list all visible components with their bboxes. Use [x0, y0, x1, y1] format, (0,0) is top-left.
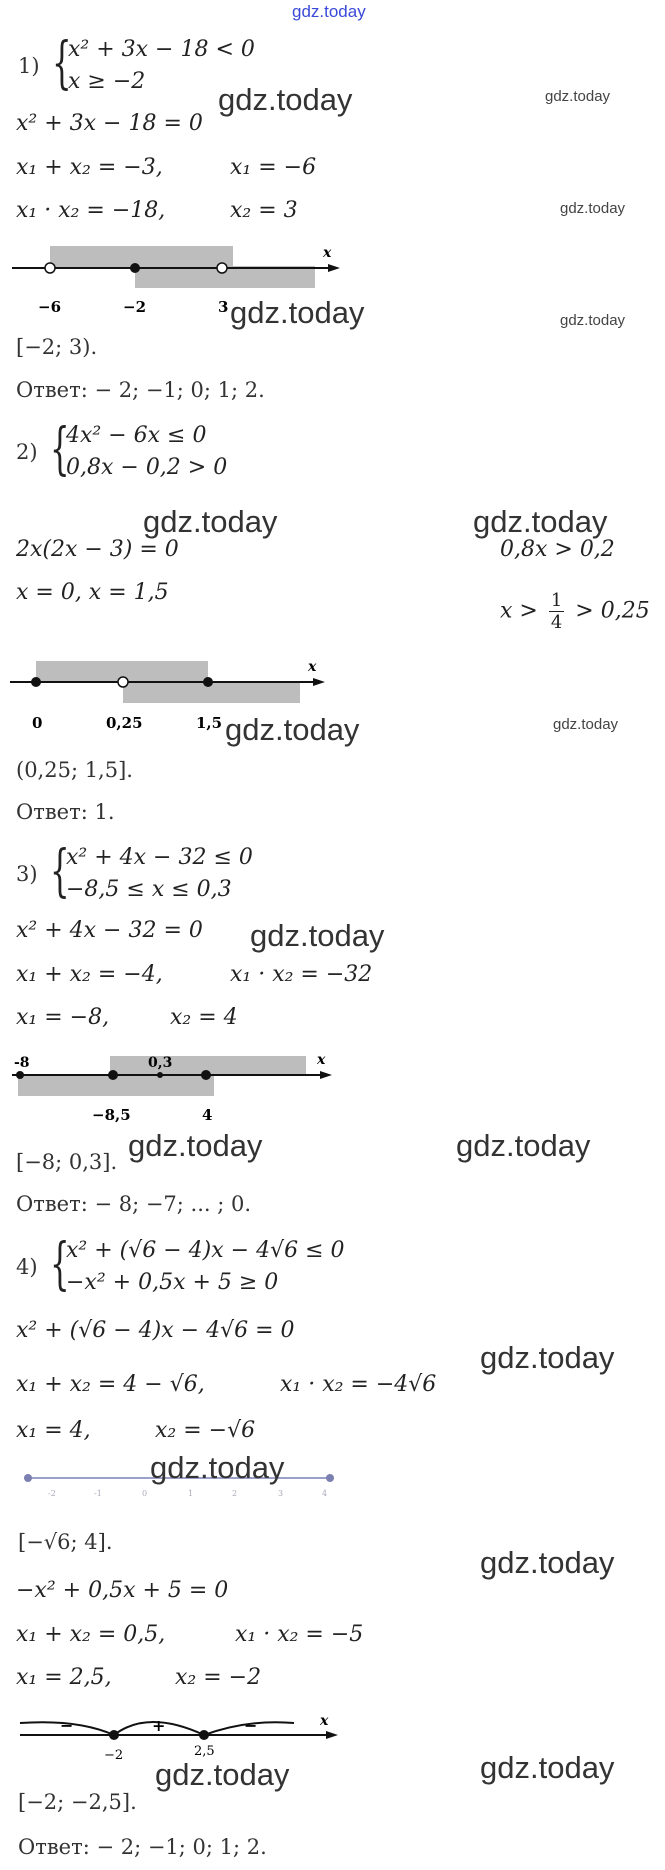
equation: x² + (√6 − 4)x − 4√6 = 0 — [16, 1318, 295, 1343]
tick-label: 0,25 — [106, 714, 143, 732]
tick-label: −8,5 — [92, 1106, 131, 1124]
system-line-2: 0,8x − 0,2 > 0 — [66, 455, 228, 480]
problem-4-number: 4) — [16, 1255, 38, 1279]
interval-1: [−√6; 4]. — [18, 1530, 113, 1554]
sign-chart — [18, 1705, 338, 1765]
root-3: x₁ = 2,5, — [16, 1665, 112, 1690]
watermark: gdz.today — [230, 295, 365, 330]
system-line-2: x ≥ −2 — [68, 69, 146, 94]
watermark: gdz.today — [155, 1757, 290, 1792]
watermark: gdz.today — [545, 88, 611, 105]
root-2: x₂ = 4 — [170, 1005, 238, 1030]
tick-label: -8 — [14, 1055, 30, 1071]
watermark: gdz.today — [250, 918, 385, 953]
vieta-sum-2: x₁ + x₂ = 0,5, — [16, 1622, 166, 1647]
equation: 2x(2x − 3) = 0 — [16, 537, 179, 562]
problem-3-system: { x² + 4x − 32 ≤ 0 −8,5 ≤ x ≤ 0,3 — [50, 839, 253, 904]
equation-2: −x² + 0,5x + 5 = 0 — [16, 1578, 229, 1603]
watermark: gdz.today — [218, 82, 353, 117]
axis-var: x — [308, 659, 317, 675]
point-open — [217, 263, 227, 273]
watermark: gdz.today — [225, 712, 360, 747]
vieta-product-2: x₁ · x₂ = −5 — [235, 1622, 364, 1647]
sign: − — [244, 1716, 258, 1735]
axis-var: x — [323, 245, 332, 261]
watermark: gdz.today — [560, 312, 626, 329]
problem-4-system: { x² + (√6 − 4)x − 4√6 ≤ 0 −x² + 0,5x + 5 ≥ 0 — [50, 1232, 345, 1297]
watermark: gdz.today — [143, 504, 278, 539]
tick-label: −2 — [123, 298, 147, 316]
tick-label: 1,5 — [196, 714, 223, 732]
watermark: gdz.today — [480, 1545, 615, 1580]
side-inequality-2: x > $\frac{1}{4}$ > 0,25 — [500, 590, 650, 633]
answer: Ответ: − 2; −1; 0; 1; 2. — [16, 378, 265, 402]
axis-var: x — [320, 1713, 329, 1729]
svg-text:3: 3 — [278, 1489, 284, 1498]
svg-text:0: 0 — [142, 1489, 148, 1498]
vieta-sum: x₁ + x₂ = 4 − √6, — [16, 1372, 205, 1397]
answer: Ответ: − 2; −1; 0; 1; 2. — [18, 1835, 267, 1859]
number-line-3 — [10, 1052, 340, 1137]
answer: Ответ: − 8; −7; ... ; 0. — [16, 1192, 252, 1216]
sign: − — [60, 1716, 74, 1735]
system-line-2: −8,5 ≤ x ≤ 0,3 — [66, 877, 232, 902]
root-4: x₂ = −2 — [175, 1665, 262, 1690]
vieta-product: x₁ · x₂ = −32 — [230, 962, 373, 987]
tick-label: 2,5 — [194, 1744, 215, 1759]
tick-label: −6 — [38, 298, 62, 316]
svg-text:1: 1 — [188, 1489, 194, 1498]
watermark: gdz.today — [480, 1340, 615, 1375]
system-line-2: −x² + 0,5x + 5 ≥ 0 — [66, 1270, 279, 1295]
tick-label: −2 — [104, 1748, 124, 1763]
system-line-1: x² + (√6 − 4)x − 4√6 ≤ 0 — [66, 1238, 345, 1263]
interval: [−8; 0,3]. — [16, 1150, 118, 1174]
watermark: gdz.today — [560, 200, 626, 217]
root-1: x₁ = −8, — [16, 1005, 110, 1030]
tick-label: 4 — [202, 1106, 213, 1124]
problem-2-system: { 4x² − 6x ≤ 0 0,8x − 0,2 > 0 — [50, 417, 228, 482]
svg-text:-2: -2 — [48, 1489, 56, 1498]
point-filled — [130, 263, 140, 273]
root-2: x₂ = 3 — [230, 198, 298, 223]
shade-top — [50, 246, 233, 268]
svg-text:4: 4 — [322, 1489, 328, 1498]
interval: (0,25; 1,5]. — [16, 758, 133, 782]
watermark: gdz.today — [473, 504, 608, 539]
sign: + — [152, 1716, 166, 1735]
problem-1-system: { x² + 3x − 18 < 0 x ≥ −2 — [52, 31, 255, 96]
watermark: gdz.today — [553, 716, 619, 733]
system-line-1: 4x² − 6x ≤ 0 — [66, 423, 207, 448]
vieta-product: x₁ · x₂ = −4√6 — [280, 1372, 437, 1397]
tick-label: 0,3 — [148, 1055, 173, 1071]
vieta-product: x₁ · x₂ = −18, — [16, 198, 166, 223]
interval-2: [−2; −2,5]. — [18, 1790, 137, 1814]
root-1: x₁ = 4, — [16, 1418, 91, 1443]
side-inequality: 0,8x > 0,2 — [500, 537, 615, 562]
root-2: x₂ = −√6 — [155, 1418, 256, 1443]
system-line-1: x² + 3x − 18 < 0 — [68, 37, 255, 62]
watermark: gdz.today — [480, 1750, 615, 1785]
svg-text:2: 2 — [232, 1489, 238, 1498]
interval: [−2; 3). — [16, 335, 98, 359]
axis-var: x — [317, 1052, 326, 1068]
roots: x = 0, x = 1,5 — [16, 580, 169, 605]
equation: x² + 4x − 32 = 0 — [16, 918, 203, 943]
root-1: x₁ = −6 — [230, 155, 317, 180]
svg-text:-1: -1 — [94, 1489, 102, 1498]
vieta-sum: x₁ + x₂ = −3, — [16, 155, 163, 180]
watermark: gdz.today — [456, 1128, 591, 1163]
system-line-1: x² + 4x − 32 ≤ 0 — [66, 845, 253, 870]
vieta-sum: x₁ + x₂ = −4, — [16, 962, 163, 987]
watermark: gdz.today — [128, 1128, 263, 1163]
tick-label: 0 — [32, 714, 43, 732]
tick-label: 3 — [218, 298, 229, 316]
point-open — [45, 263, 55, 273]
watermark: gdz.today — [150, 1450, 285, 1485]
answer: Ответ: 1. — [16, 800, 115, 824]
problem-1-number: 1) — [18, 54, 40, 78]
watermark-top: gdz.today — [292, 2, 366, 21]
problem-2-number: 2) — [16, 440, 38, 464]
equation: x² + 3x − 18 = 0 — [16, 111, 203, 136]
problem-3-number: 3) — [16, 862, 38, 886]
